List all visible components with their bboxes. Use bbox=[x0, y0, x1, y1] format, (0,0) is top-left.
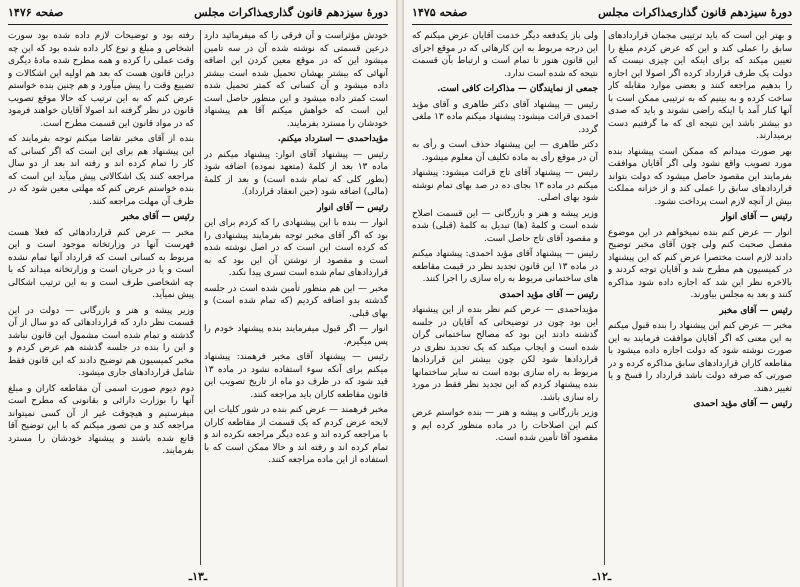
right-header-title: دورهٔ سیزدهم قانون گذاری bbox=[669, 6, 792, 19]
left-page-header bbox=[8, 6, 388, 22]
right-page-column-right bbox=[608, 30, 792, 565]
right-page-header bbox=[412, 6, 792, 22]
paragraph: مخبر — عرض کنم این پیشنهاد را بنده قبول میکنم به این معنی که اگر آقایان موافقت فرمایند به این صورت نوشته شود که دولت اجازه داده میشود با مقاطعه کاران قراردادهای سابق مذاکره کرده و در صورتی که صرفه دولت باشد قرارداد را فسخ و یا تغییر دهند. bbox=[608, 321, 792, 394]
paragraph: وزیر بازرگانی و پیشه و هنر — بنده خواستم عرض کنم این اصلاحات را در ماده منظور کرده ایم و مقصود آقا تأمین شده است. bbox=[412, 408, 598, 443]
paragraph: و بهتر این است که باید ترتیبی مجمان قراردادهای سابق را عملی کند و این که عرض کردم مبلغ را تعیین میکند که برای اینکه این چیزی نیست که دولت یک طرف قرارداد کرده اگر اصولا این اجازه را بدهیم مراجعه کنند و بعضی موارد مقابله کار ساخت کرده و به بینیم که به ترتیبی ممکن است با آنها کنار آمد با اینکه راضی نشوند و باید که صدی دو بیشتر باشد این نتیجه ای که ما گرفتیم دست برمیدارند. bbox=[608, 31, 792, 141]
paragraph: رئیس — آقای انوار bbox=[721, 212, 792, 222]
paragraph: رئیس — پیشنهاد آقای مخبر فرهمند: پیشنهاد میکنم برای آنکه سوء استفاده نشود در ماده ۱۳ قید شود که در ظرف دو ماه از تاریخ تصویب این قانون مقاطعه کاران باید مراجعه کنند. bbox=[204, 352, 388, 400]
right-page-number: ـ۱۲ـ bbox=[592, 570, 612, 583]
paragraph: رئیس — پیشنهاد آقای دکتر طاهری و آقای مؤید احمدی قرائت میشود: پیشنهاد میکنم ماده ۱۳ ملغی گردد. bbox=[412, 99, 598, 135]
left-page bbox=[0, 0, 396, 587]
paragraph: رئیس — آقای مخبر bbox=[719, 305, 792, 316]
paragraph: رئیس — پیشنهاد آقای تاج قرائت میشود: پیشنهاد میکنم در ماده ۱۳ بجای ده در صد بهای تمام نوشته شود بهای اصلی. bbox=[412, 168, 598, 203]
left-header-title: دورهٔ سیزدهم قانون گذاری bbox=[265, 6, 388, 19]
paragraph: مؤیداحمدی — استرداد میکنم. bbox=[277, 134, 388, 144]
left-page-column-left bbox=[8, 30, 194, 565]
left-header-page-label: صفحه ۱۴۷۶ bbox=[8, 6, 64, 19]
right-page-column-left bbox=[412, 30, 598, 565]
paragraph: بنده از آقای مخبر تقاضا میکنم توجه بفرمایند که این پیشنهاد هم برای این است که اگر کسانی که کار را تمام کرده اند و رفته اند بعد از دو سال مراجعه کنند یک اشکالاتی پیش میآید این است که بنده خواستم عرض کنم که مهلتی معین شود که در ظرف آن مهلت مراجعه کنند. bbox=[8, 134, 194, 207]
left-page-number: ـ۱۳ـ bbox=[188, 570, 208, 583]
right-page-column-divider bbox=[604, 30, 605, 565]
paragraph: وزیر پیشه و هنر و بازرگانی — دولت در این قسمت نظر دارد که قراردادهائی که دو سال از آن گذشته و تمام شده است مشمول این قانون نباشد و این را بنده در جلسه گذشته هم عرض کردم و مخبر کمیسیون هم توضیح دادند که این قانون فقط شامل قراردادهای جاری میشود. bbox=[8, 305, 194, 378]
right-header-rule bbox=[412, 24, 792, 25]
paragraph: رفته بود و توضیحات لازم داده شده بود سورت اشخاص و مبلغ و نوع کار داده شده بود که این چه وقت عملی را کرده و همه مطرح شده مادهٔ دیگری دراین قانون هست که بعد هم اولیه این اشکالات و تضییع وقت را پیش میآورد و هم چنین بنده خواستم عرض کنم که به این ترتیب که حالا موقع تصویب قانون در نظر گرفته اند اصولا آقایان خواهند فرمود که در مواد قانون این قسمت مطرح است. bbox=[8, 31, 194, 129]
paragraph: دوم دیوم صورت اسمی آن مقاطعه کاران و مبلغ آنها را بوزارت دارائی و بقانونی که مطرح است میفرستیم و هیچوقت غیر از آن کسی نمیتواند مراجعه کند و من تصور میکنم که با این توضیح آقا قانع شده باشند و پیشنهاد خودشان را مسترد بفرمایند. bbox=[8, 383, 194, 456]
paragraph: انوار — عرض کنم بنده نمیخواهم در این موضوع مفصل صحبت کنم ولی چون آقای مخبر توضیح دادند لازم است مختصرا عرض کنم که این پیشنهاد در کمیسیون هم مطرح شد و آقایان توجه کردند و بالاخره نظر این شد که اجازه داده شود مذاکره کنند و بعد به مجلس بیاورند. bbox=[608, 227, 792, 300]
paragraph: وزیر پیشه و هنر و بازرگانی — این قسمت اصلاح شده است و کلمهٔ (ها) تبدیل به کلمهٔ (قبلی) شده و مقصود آقای تاج حاصل است. bbox=[412, 208, 598, 244]
right-header-page-label: صفحه ۱۴۷۵ bbox=[412, 6, 468, 19]
paragraph: مخبر — عرض کنم قراردادهائی که فعلا هست فهرست آنها در وزارتخانه موجود است و این مربوط به کسانی است که قرارداد آنها تمام نشده است و یا در جریان است و وزارتخانه میداند که با چه اشخاصی طرف است و به این ترتیب اشکالی پیش نمیآید. bbox=[8, 227, 194, 300]
left-page-column-right bbox=[204, 30, 388, 565]
left-header-subtitle: مذاکرات مجلس bbox=[194, 6, 268, 19]
left-page-column-divider bbox=[200, 30, 201, 565]
paragraph: جمعی از نمایندگان — مذاکرات کافی است. bbox=[437, 84, 598, 94]
paragraph: رئیس — آقای مخبر bbox=[121, 212, 194, 222]
paragraph: دکتر طاهری — این پیشنهاد حذف است و رأی به آن در موقع رأی به ماده تکلیف آن معلوم میشود. bbox=[412, 140, 598, 163]
paragraph: رئیس — پیشنهاد آقای انوار: پیشنهاد میکنم در ماده ۱۳ بعد از کلمهٔ (متعهد نموده) اضافه شود (بطور کلی که تمام شده است) و بعد از کلمهٔ (مالی) اضافه شود (حین انعقاد قرارداد). bbox=[204, 149, 388, 197]
paragraph: مؤیداحمدی — عرض کنم نظر بنده از این پیشنهاد این بود چون در توضیحاتی که آقایان در جلسه گذشته دادند این بود که مصالح ساختمانی گران شده است و ایجاب میکند که یک تجدید نظری در قراردادها شود لکن چون بیشتر این قراردادها مربوط به راه سازی بوده است نه سایر ساختمانها بنده پیشنهاد کردم که این تجدید نظر فقط در مورد راه سازی باشد. bbox=[412, 305, 598, 403]
paragraph: رئیس — آقای مؤید احمدی bbox=[693, 399, 792, 409]
paragraph: رئیس — آقای انوار bbox=[317, 202, 388, 213]
right-header-subtitle: مذاکرات مجلس bbox=[598, 6, 672, 19]
paragraph: مخبر — این هم منظور تأمین شده است در جلسه گذشته بدو اضافه کردیم (که تمام شده است) و بهای قبلی. bbox=[204, 283, 388, 319]
left-header-rule bbox=[8, 24, 388, 25]
book-gutter bbox=[396, 0, 404, 587]
paragraph: انوار — اگر قبول میفرمایند بنده پیشنهاد خودم را پس میگیرم. bbox=[204, 324, 388, 347]
right-page bbox=[404, 0, 800, 587]
paragraph: ولی باز یکدفعه دیگر خدمت آقایان عرض میکنم که این درجه مربوط به این کارهائی که در موقع اجرای این قانون هنوز تا تمام است و ارتباط بآن قسمت نتیجه که شده است ندارد. bbox=[412, 31, 598, 79]
paragraph: رئیس — پیشنهاد آقای مؤید احمدی: پیشنهاد میکنم در ماده ۱۳ این قانون تجدید نظر در قیمت مقاطعه های ساختمانی مربوط به راه سازی را اجرا کنند. bbox=[412, 249, 598, 284]
paragraph: بهر صورت میدانم که ممکن است پیشنهاد بنده مورد تصویب واقع نشود ولی اگر آقایان موافقت بفرمایند این مقصود حاصل میشود که دولت بتواند قراردادهای سابق را عملی کند و از خزانه مملکت بیش از آنچه لازم است پرداخت نشود. bbox=[608, 146, 792, 207]
paragraph: انوار — بنده با این پیشنهادی را که کردم برای این بود که اگر آقای مخبر توجه بفرمایند پیشنهادی را که کرده است این است که در اصل نوشته شده است و مقصود از نوشتن آن این بود که به قراردادهای تمام شده است تسری پیدا نکند. bbox=[204, 218, 388, 278]
paragraph: مخبر فرهمند — عرض کنم بنده در شور کلیات این لایحه عرض کردم که یک قسمت از مقاطعه کاران با مراجعه کرده اند و عده دیگر مراجعه نکرده اند و تمام کرده اند و رفته اند و حالا ممکن است که با استفاده از این ماده مراجعه کنند. bbox=[204, 405, 388, 465]
paragraph: خودش مؤثراست و آن فرقی را که میفرمائید دارد درعین قسمتی که نوشته شده آن در سه تامین میشود این که در موقع معین کردن این اضافه آنهائی که بیشتر بهشان تحمیل شده است بیشتر داده میشود و آن کسانی که کمتر تحمیل شده است کمتر داده میشود و این منظور حاصل است این است که خواهش میکنم آقا هم پیشنهاد خودشان را مسترد بفرمایند. bbox=[204, 31, 388, 129]
paragraph: رئیس — آقای مؤید احمدی bbox=[499, 289, 598, 300]
